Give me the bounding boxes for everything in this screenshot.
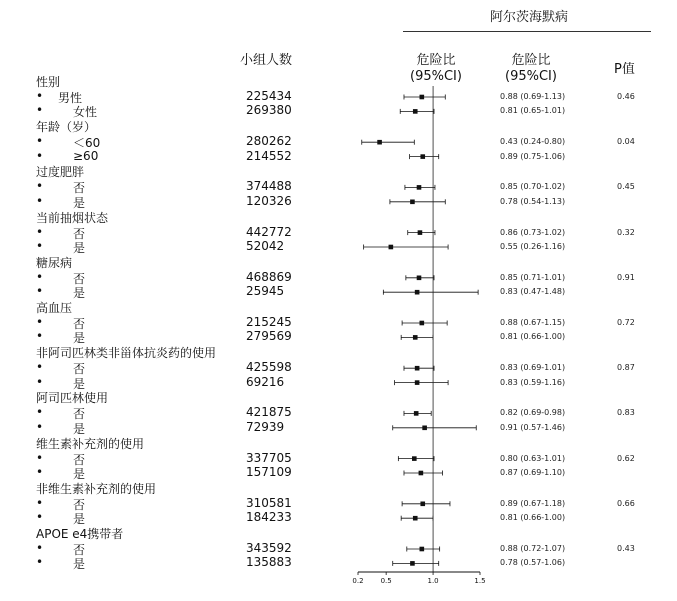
row-label: 否	[73, 362, 86, 377]
group-p-value: 0.87	[617, 363, 635, 373]
point-estimate	[420, 321, 425, 326]
row-hr-text: 0.85 (0.70-1.02)	[500, 182, 566, 192]
row-bullet: •	[36, 103, 44, 118]
group-label: 高血压	[36, 301, 73, 315]
point-estimate	[377, 140, 382, 145]
group-label: APOE e4携带者	[36, 527, 124, 541]
point-estimate	[412, 456, 417, 461]
row-count: 279569	[246, 329, 292, 344]
row-hr-text: 0.87 (0.69-1.10)	[500, 468, 566, 477]
row-count: 69216	[246, 374, 285, 389]
group-p-value: 0.46	[617, 92, 635, 101]
row-count: 120326	[246, 193, 292, 208]
row-hr-text: 0.81 (0.66-1.00)	[500, 332, 566, 342]
point-estimate	[420, 95, 425, 100]
row-label: 是	[73, 241, 86, 255]
x-tick-label: 1.5	[474, 577, 486, 585]
row-count: 157109	[246, 465, 292, 479]
point-estimate	[417, 185, 422, 190]
group-p-value: 0.43	[617, 544, 635, 553]
hr-text-column-header-line1: 危险比	[511, 53, 551, 68]
row-hr-text: 0.83 (0.69-1.01)	[500, 363, 566, 373]
point-estimate	[418, 230, 423, 235]
group-p-value: 0.91	[617, 272, 635, 282]
point-estimate	[414, 411, 419, 416]
row-count: 25945	[246, 284, 285, 299]
row-label: 女性	[73, 105, 98, 120]
group-label: 年龄（岁）	[36, 120, 97, 135]
x-tick-label: 0.5	[380, 577, 392, 585]
p-value-column-header: P值	[614, 62, 635, 77]
group-label: 糖尿病	[36, 255, 73, 270]
row-bullet: •	[36, 405, 44, 420]
row-bullet: •	[36, 148, 44, 163]
row-count: 225434	[246, 89, 292, 103]
row-label: 否	[73, 181, 86, 196]
row-bullet: •	[36, 450, 44, 465]
row-bullet: •	[36, 495, 44, 510]
chart-title: 阿尔茨海默病	[490, 10, 569, 25]
row-label: 否	[73, 226, 86, 241]
row-label: 是	[73, 331, 86, 346]
row-count: 337705	[246, 450, 292, 465]
point-estimate	[413, 109, 418, 114]
row-hr-text: 0.91 (0.57-1.46)	[500, 422, 566, 432]
point-estimate	[410, 200, 415, 205]
row-bullet: •	[36, 284, 44, 299]
group-label: 非维生素补充剂的使用	[36, 481, 157, 496]
row-label: 是	[73, 286, 86, 301]
hr-text-column-header-line2: (95%CI)	[505, 69, 557, 84]
row-count: 215245	[246, 315, 292, 329]
point-estimate	[420, 154, 425, 159]
row-label: ＜60	[73, 136, 101, 151]
row-hr-text: 0.55 (0.26-1.16)	[500, 242, 566, 251]
group-label: 过度肥胖	[36, 165, 85, 180]
group-label: 阿司匹林使用	[36, 391, 109, 406]
group-label: 非阿司匹林类非甾体抗炎药的使用	[36, 346, 217, 361]
row-count: 184233	[246, 510, 292, 525]
row-label: ≥60	[73, 148, 99, 163]
row-hr-text: 0.88 (0.67-1.15)	[500, 318, 566, 327]
row-hr-text: 0.78 (0.57-1.06)	[500, 558, 566, 568]
group-p-value: 0.66	[617, 498, 635, 508]
point-estimate	[420, 502, 425, 507]
row-count: 468869	[246, 269, 292, 284]
point-estimate	[415, 290, 420, 295]
row-count: 425598	[246, 360, 292, 375]
row-label: 是	[73, 512, 86, 527]
row-hr-text: 0.80 (0.63-1.01)	[500, 453, 566, 463]
point-estimate	[410, 561, 415, 566]
count-column-header: 小组人数	[240, 53, 293, 68]
row-label: 是	[73, 376, 86, 391]
row-hr-text: 0.88 (0.69-1.13)	[500, 92, 566, 101]
group-p-value: 0.83	[617, 408, 635, 418]
group-label: 性别	[36, 75, 61, 89]
row-count: 214552	[246, 148, 292, 163]
row-label: 否	[73, 407, 86, 422]
point-estimate	[413, 516, 418, 521]
group-p-value: 0.45	[617, 182, 635, 192]
row-hr-text: 0.81 (0.65-1.01)	[500, 106, 566, 116]
group-p-value: 0.04	[617, 137, 635, 147]
group-p-value: 0.62	[617, 453, 635, 463]
row-hr-text: 0.83 (0.47-1.48)	[500, 287, 566, 297]
row-bullet: •	[36, 541, 44, 555]
point-estimate	[419, 471, 424, 476]
point-estimate	[415, 380, 420, 385]
row-bullet: •	[36, 315, 44, 329]
row-hr-text: 0.78 (0.54-1.13)	[500, 196, 566, 206]
group-p-value: 0.72	[617, 318, 635, 327]
row-label: 是	[73, 421, 86, 436]
row-bullet: •	[36, 134, 44, 149]
point-estimate	[415, 366, 420, 371]
row-count: 374488	[246, 179, 292, 194]
row-hr-text: 0.83 (0.59-1.16)	[500, 377, 566, 387]
row-count: 52042	[246, 239, 285, 253]
row-bullet: •	[36, 360, 44, 375]
row-label: 男性	[58, 91, 83, 105]
row-bullet: •	[36, 269, 44, 284]
row-count: 269380	[246, 103, 292, 118]
row-label: 否	[73, 452, 86, 467]
row-hr-text: 0.43 (0.24-0.80)	[500, 137, 566, 147]
group-p-value: 0.32	[617, 227, 635, 237]
row-hr-text: 0.89 (0.67-1.18)	[500, 498, 566, 508]
row-hr-text: 0.86 (0.73-1.02)	[500, 227, 566, 237]
x-tick-label: 1.0	[427, 577, 439, 585]
row-bullet: •	[36, 89, 44, 103]
point-estimate	[420, 547, 425, 552]
row-hr-text: 0.88 (0.72-1.07)	[500, 544, 566, 553]
row-count: 310581	[246, 495, 292, 510]
row-hr-text: 0.81 (0.66-1.00)	[500, 513, 566, 523]
row-bullet: •	[36, 510, 44, 525]
point-estimate	[422, 426, 427, 431]
group-label: 维生素补充剂的使用	[36, 436, 145, 451]
row-label: 是	[73, 195, 86, 210]
row-label: 否	[73, 497, 86, 512]
row-bullet: •	[36, 465, 44, 479]
row-bullet: •	[36, 179, 44, 194]
group-label: 当前抽烟状态	[36, 210, 109, 225]
row-count: 72939	[246, 419, 285, 434]
row-bullet: •	[36, 224, 44, 239]
point-estimate	[413, 335, 418, 340]
hr-column-header-line2: (95%CI)	[410, 69, 462, 84]
row-bullet: •	[36, 374, 44, 389]
row-bullet: •	[36, 239, 44, 253]
row-hr-text: 0.89 (0.75-1.06)	[500, 151, 566, 161]
row-bullet: •	[36, 419, 44, 434]
row-label: 否	[73, 317, 86, 331]
row-count: 280262	[246, 134, 292, 149]
row-label: 否	[73, 543, 86, 557]
row-hr-text: 0.85 (0.71-1.01)	[500, 272, 566, 282]
point-estimate	[389, 245, 394, 250]
hr-column-header-line1: 危险比	[416, 53, 456, 68]
row-count: 442772	[246, 224, 292, 239]
row-label: 是	[73, 557, 86, 572]
row-bullet: •	[36, 555, 44, 570]
row-count: 135883	[246, 555, 292, 570]
row-bullet: •	[36, 193, 44, 208]
row-count: 343592	[246, 541, 292, 555]
row-label: 否	[73, 271, 86, 286]
point-estimate	[417, 276, 422, 281]
x-tick-label: 0.2	[352, 577, 364, 585]
row-bullet: •	[36, 329, 44, 344]
row-hr-text: 0.82 (0.69-0.98)	[500, 408, 566, 418]
row-label: 是	[73, 467, 86, 481]
row-count: 421875	[246, 405, 292, 420]
